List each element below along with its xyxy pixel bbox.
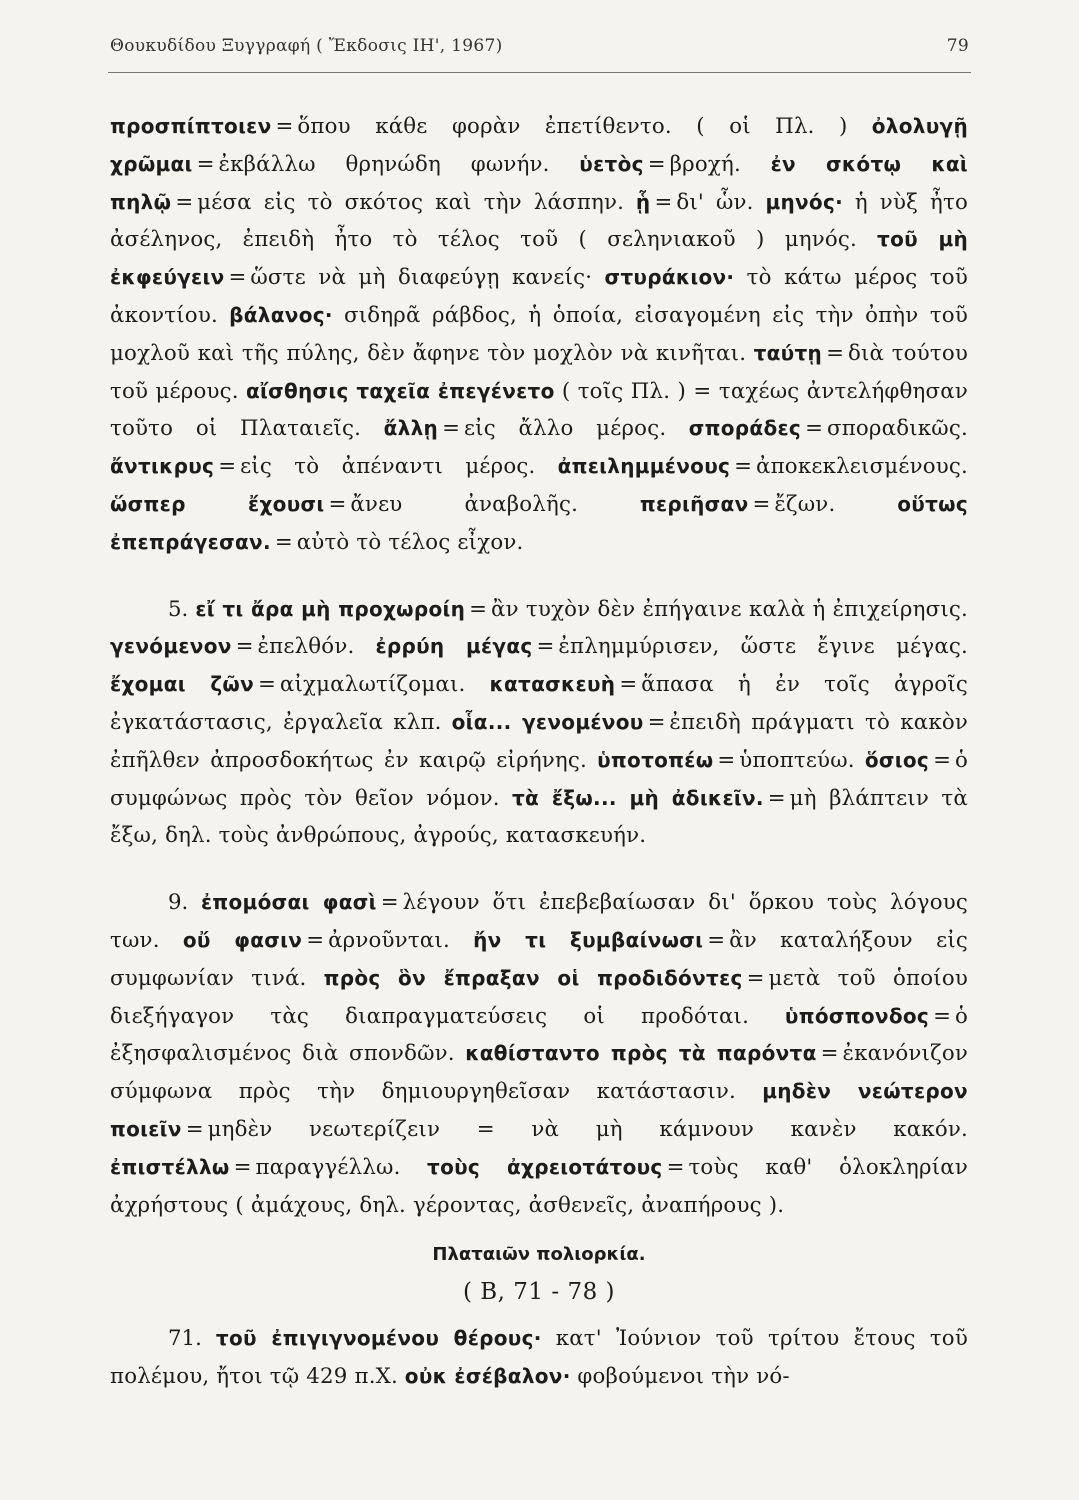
equals-sign: = bbox=[647, 151, 666, 177]
gloss-text: μηδὲν νεωτερίζειν = νὰ μὴ κάμνουν κανὲν κακόν. bbox=[207, 1116, 968, 1142]
headword: μηδὲν νεώτερον ποιεῖν bbox=[110, 1079, 968, 1141]
headword: ὑετὸς bbox=[579, 151, 644, 176]
gloss-text: ὁ ἐξησφαλισμένος διὰ σπονδῶν. bbox=[110, 1003, 968, 1067]
headword: ἐρρύη μέγας bbox=[375, 634, 533, 659]
headword: αἴσθησις ταχεῖα ἐπεγένετο bbox=[245, 378, 555, 403]
gloss-text: αὐτὸ τὸ τέλος εἶχον. bbox=[296, 529, 524, 555]
equals-sign: = bbox=[933, 1003, 951, 1029]
headword: ἐπιστέλλω bbox=[110, 1154, 230, 1179]
equals-sign: = bbox=[306, 927, 325, 953]
gloss-text: κατ' Ἰούνιον τοῦ τρίτου ἔτους τοῦ πολέμου, ἤτοι τῷ 429 π.Χ. bbox=[110, 1326, 968, 1390]
gloss-text: βροχή. bbox=[669, 151, 741, 177]
headword: προσπίπτοιεν bbox=[110, 114, 272, 138]
gloss-text: σποραδικῶς. bbox=[826, 416, 968, 442]
headword: γενόμενον bbox=[110, 634, 232, 659]
equals-sign: = bbox=[647, 709, 666, 735]
headword: μηνός· bbox=[765, 189, 844, 214]
equals-sign: = bbox=[228, 265, 247, 291]
headword: στυράκιον· bbox=[604, 265, 735, 290]
equals-sign: = bbox=[734, 454, 753, 480]
equals-sign: = bbox=[654, 189, 673, 215]
paragraph bbox=[110, 884, 968, 1224]
equals-sign: = bbox=[185, 1116, 204, 1142]
headword: πρὸς ὃν ἔπραξαν οἱ προδιδόντες bbox=[323, 965, 743, 990]
paragraph-number: 5. bbox=[168, 596, 189, 622]
gloss-text: τὸ κάτω μέρος τοῦ ἀκοντίου. bbox=[110, 265, 968, 328]
gloss-text: ἂν καταλήξουν εἰς συμφωνίαν τινά. bbox=[110, 927, 968, 991]
headword: οὐκ ἐσέβαλον· bbox=[404, 1364, 571, 1389]
gloss-text: μετὰ τοῦ ὁποίου διεξήγαγον τὰς διαπραγματεύσεις οἱ προδόται. bbox=[110, 965, 968, 1029]
gloss-text: εἰς τὸ ἀπέναντι μέρος. bbox=[240, 454, 536, 480]
headword: ὅσιος bbox=[864, 747, 930, 772]
headword: ὑπόσπονδος bbox=[784, 1003, 930, 1028]
commentary-body bbox=[110, 108, 968, 1396]
headword: ἔχομαι ζῶν bbox=[110, 672, 255, 697]
page-number: 79 bbox=[946, 36, 969, 56]
equals-sign: = bbox=[767, 785, 786, 811]
gloss-text: ( τοῖς Πλ. ) = ταχέως ἀντελήφθησαν τοῦτο οἱ Πλαταιεῖς. bbox=[110, 378, 968, 442]
gloss-text: ἄνευ ἀναβολῆς. bbox=[350, 491, 579, 517]
paragraph-number: 71. bbox=[168, 1326, 202, 1352]
headword: ταύτῃ bbox=[753, 340, 823, 365]
equals-sign: = bbox=[469, 596, 488, 622]
headword: καθίσταντο πρὸς τὰ παρόντα bbox=[465, 1041, 817, 1066]
gloss-text: αἰχμαλωτίζομαι. bbox=[279, 672, 466, 698]
section-heading bbox=[110, 1238, 968, 1312]
gloss-text: ἀρνοῦνται. bbox=[328, 927, 450, 953]
gloss-text: ὁ συμφώνως πρὸς τὸν θεῖον νόμον. bbox=[110, 747, 968, 811]
equals-sign: = bbox=[175, 189, 194, 215]
headword: τοὺς ἀχρειοτάτους bbox=[427, 1154, 663, 1179]
running-head bbox=[110, 36, 969, 56]
gloss-text: ἐκβάλλω θρηνώδη φωνήν. bbox=[218, 151, 550, 177]
headword: τὰ ἔξω... μὴ ἀδικεῖν. bbox=[511, 785, 764, 810]
gloss-text: ἐπελθόν. bbox=[257, 634, 355, 660]
gloss-text: ὑποπτεύω. bbox=[739, 747, 855, 773]
equals-sign: = bbox=[752, 491, 771, 517]
paragraph-number: 9. bbox=[168, 890, 189, 916]
equals-sign: = bbox=[805, 416, 823, 442]
gloss-text: ὥστε νὰ μὴ διαφεύγῃ κανείς· bbox=[250, 265, 593, 291]
gloss-text: ἡ νὺξ ἦτο ἀσέληνος, ἐπειδὴ ἦτο τὸ τέλος τοῦ ( σεληνιακοῦ ) μηνός. bbox=[110, 189, 968, 253]
equals-sign: = bbox=[717, 747, 736, 773]
equals-sign: = bbox=[258, 672, 276, 698]
gloss-text: ἂν τυχὸν δὲν ἐπήγαινε καλὰ ἡ ἐπιχείρησις. bbox=[491, 596, 968, 622]
equals-sign: = bbox=[933, 747, 951, 773]
equals-sign: = bbox=[235, 634, 254, 660]
equals-sign: = bbox=[746, 965, 765, 991]
gloss-text: ἐκανόνιζον σύμφωνα πρὸς τὴν δημιουργηθεῖσαν κατάστασιν. bbox=[110, 1041, 968, 1105]
equals-sign: = bbox=[536, 634, 555, 660]
equals-sign: = bbox=[820, 1041, 839, 1067]
section-reference: ( Β, 71 - 78 ) bbox=[462, 1279, 616, 1306]
headword: ὥσπερ ἔχουσι bbox=[110, 491, 325, 516]
gloss-text: τοὺς καθ' ὁλοκληρίαν ἀχρήστους ( ἀμάχους, δηλ. γέροντας, ἀσθενεῖς, ἀναπήρους ). bbox=[110, 1154, 969, 1218]
equals-sign: = bbox=[380, 890, 399, 916]
headword: ἐν σκότῳ καὶ πηλῷ bbox=[110, 151, 968, 214]
gloss-text: φοβούμενοι τὴν νό- bbox=[577, 1364, 790, 1390]
gloss-text: εἰς ἄλλο μέρος. bbox=[463, 416, 667, 442]
headword: εἴ τι ἄρα μὴ προχωροίη bbox=[195, 596, 466, 621]
gloss-text: ἅπασα ἡ ἐν τοῖς ἀγροῖς ἐγκατάστασις, ἐργαλεῖα κλπ. bbox=[110, 672, 968, 735]
equals-sign: = bbox=[666, 1154, 685, 1180]
equals-sign: = bbox=[274, 529, 293, 555]
headword: ἐπομόσαι φασὶ bbox=[200, 890, 377, 915]
headword: ὀλολυγῇ χρῶμαι bbox=[110, 114, 968, 176]
headword: ἤν τι ξυμβαίνωσι bbox=[473, 927, 704, 952]
equals-sign: = bbox=[196, 151, 215, 177]
headword: τοῦ μὴ ἐκφεύγειν bbox=[110, 227, 968, 290]
equals-sign: = bbox=[218, 454, 237, 480]
headword: ἄντικρυς bbox=[110, 454, 215, 479]
headword: κατασκευὴ bbox=[489, 672, 616, 697]
gloss-text: μὴ βλάπτειν τὰ ἔξω, δηλ. τοὺς ἀνθρώπους, ἀγρούς, κατασκευήν. bbox=[110, 785, 968, 849]
headword: οὔ φασιν bbox=[182, 927, 303, 952]
equals-sign: = bbox=[328, 491, 347, 517]
paragraph bbox=[110, 591, 968, 856]
gloss-text: διὰ τούτου τοῦ μέρους. bbox=[110, 340, 968, 404]
headword: σποράδες bbox=[688, 416, 802, 441]
gloss-text: ἔζων. bbox=[774, 491, 836, 517]
headword: ἀπειλημμένους bbox=[557, 454, 731, 479]
equals-sign: = bbox=[826, 340, 844, 366]
equals-sign: = bbox=[233, 1154, 252, 1180]
paragraph bbox=[110, 1320, 968, 1396]
equals-sign: = bbox=[619, 672, 638, 698]
gloss-text: λέγουν ὅτι ἐπεβεβαίωσαν δι' ὅρκου τοὺς λόγους των. bbox=[110, 890, 968, 953]
equals-sign: = bbox=[275, 114, 294, 139]
gloss-text: σιδηρᾶ ράβδος, ἡ ὁποία, εἰσαγομένη εἰς τὴν ὀπὴν τοῦ μοχλοῦ καὶ τῆς πύλης, δὲν ἄφηνε τὸν μοχλὸν νὰ κινῆται. bbox=[110, 302, 968, 366]
gloss-text: ἐπειδὴ πράγματι τὸ κακὸν ἐπῆλθεν ἀπροσδοκήτως ἐν καιρῷ εἰρήνης. bbox=[110, 709, 969, 773]
headword: τοῦ ἐπιγιγνομένου θέρους· bbox=[215, 1326, 542, 1351]
headword: περιῆσαν bbox=[639, 491, 749, 516]
gloss-text: παραγγέλλω. bbox=[255, 1154, 401, 1180]
gloss-text: ἐπλημμύρισεν, ὥστε ἔγινε μέγας. bbox=[558, 634, 968, 660]
paragraph bbox=[110, 108, 968, 562]
gloss-text: μέσα εἰς τὸ σκότος καὶ τὴν λάσπην. bbox=[197, 189, 625, 215]
gloss-text: ἀποκεκλεισμένους. bbox=[756, 454, 968, 480]
headword: ὑποτοπέω bbox=[597, 747, 714, 772]
headword: βάλανος· bbox=[229, 302, 333, 327]
equals-sign: = bbox=[707, 927, 726, 953]
gloss-text: δι' ὧν. bbox=[676, 189, 754, 215]
headword: οἷα... γενομένου bbox=[451, 709, 644, 734]
headword: ἄλλῃ bbox=[383, 416, 439, 441]
running-title: Θουκυδίδου Ξυγγραφή ( Ἔκδοσις ΙΗ', 1967) bbox=[110, 36, 503, 56]
section-title: Πλαταιῶν πολιορκία. bbox=[432, 1244, 646, 1266]
headword: ᾗ bbox=[635, 189, 651, 214]
headword: οὕτως ἐπεπράγεσαν. bbox=[110, 491, 968, 554]
gloss-text: ὅπου κάθε φορὰν ἐπετίθεντο. ( οἱ Πλ. ) bbox=[297, 114, 848, 139]
equals-sign: = bbox=[442, 416, 460, 442]
header-rule bbox=[108, 72, 971, 73]
